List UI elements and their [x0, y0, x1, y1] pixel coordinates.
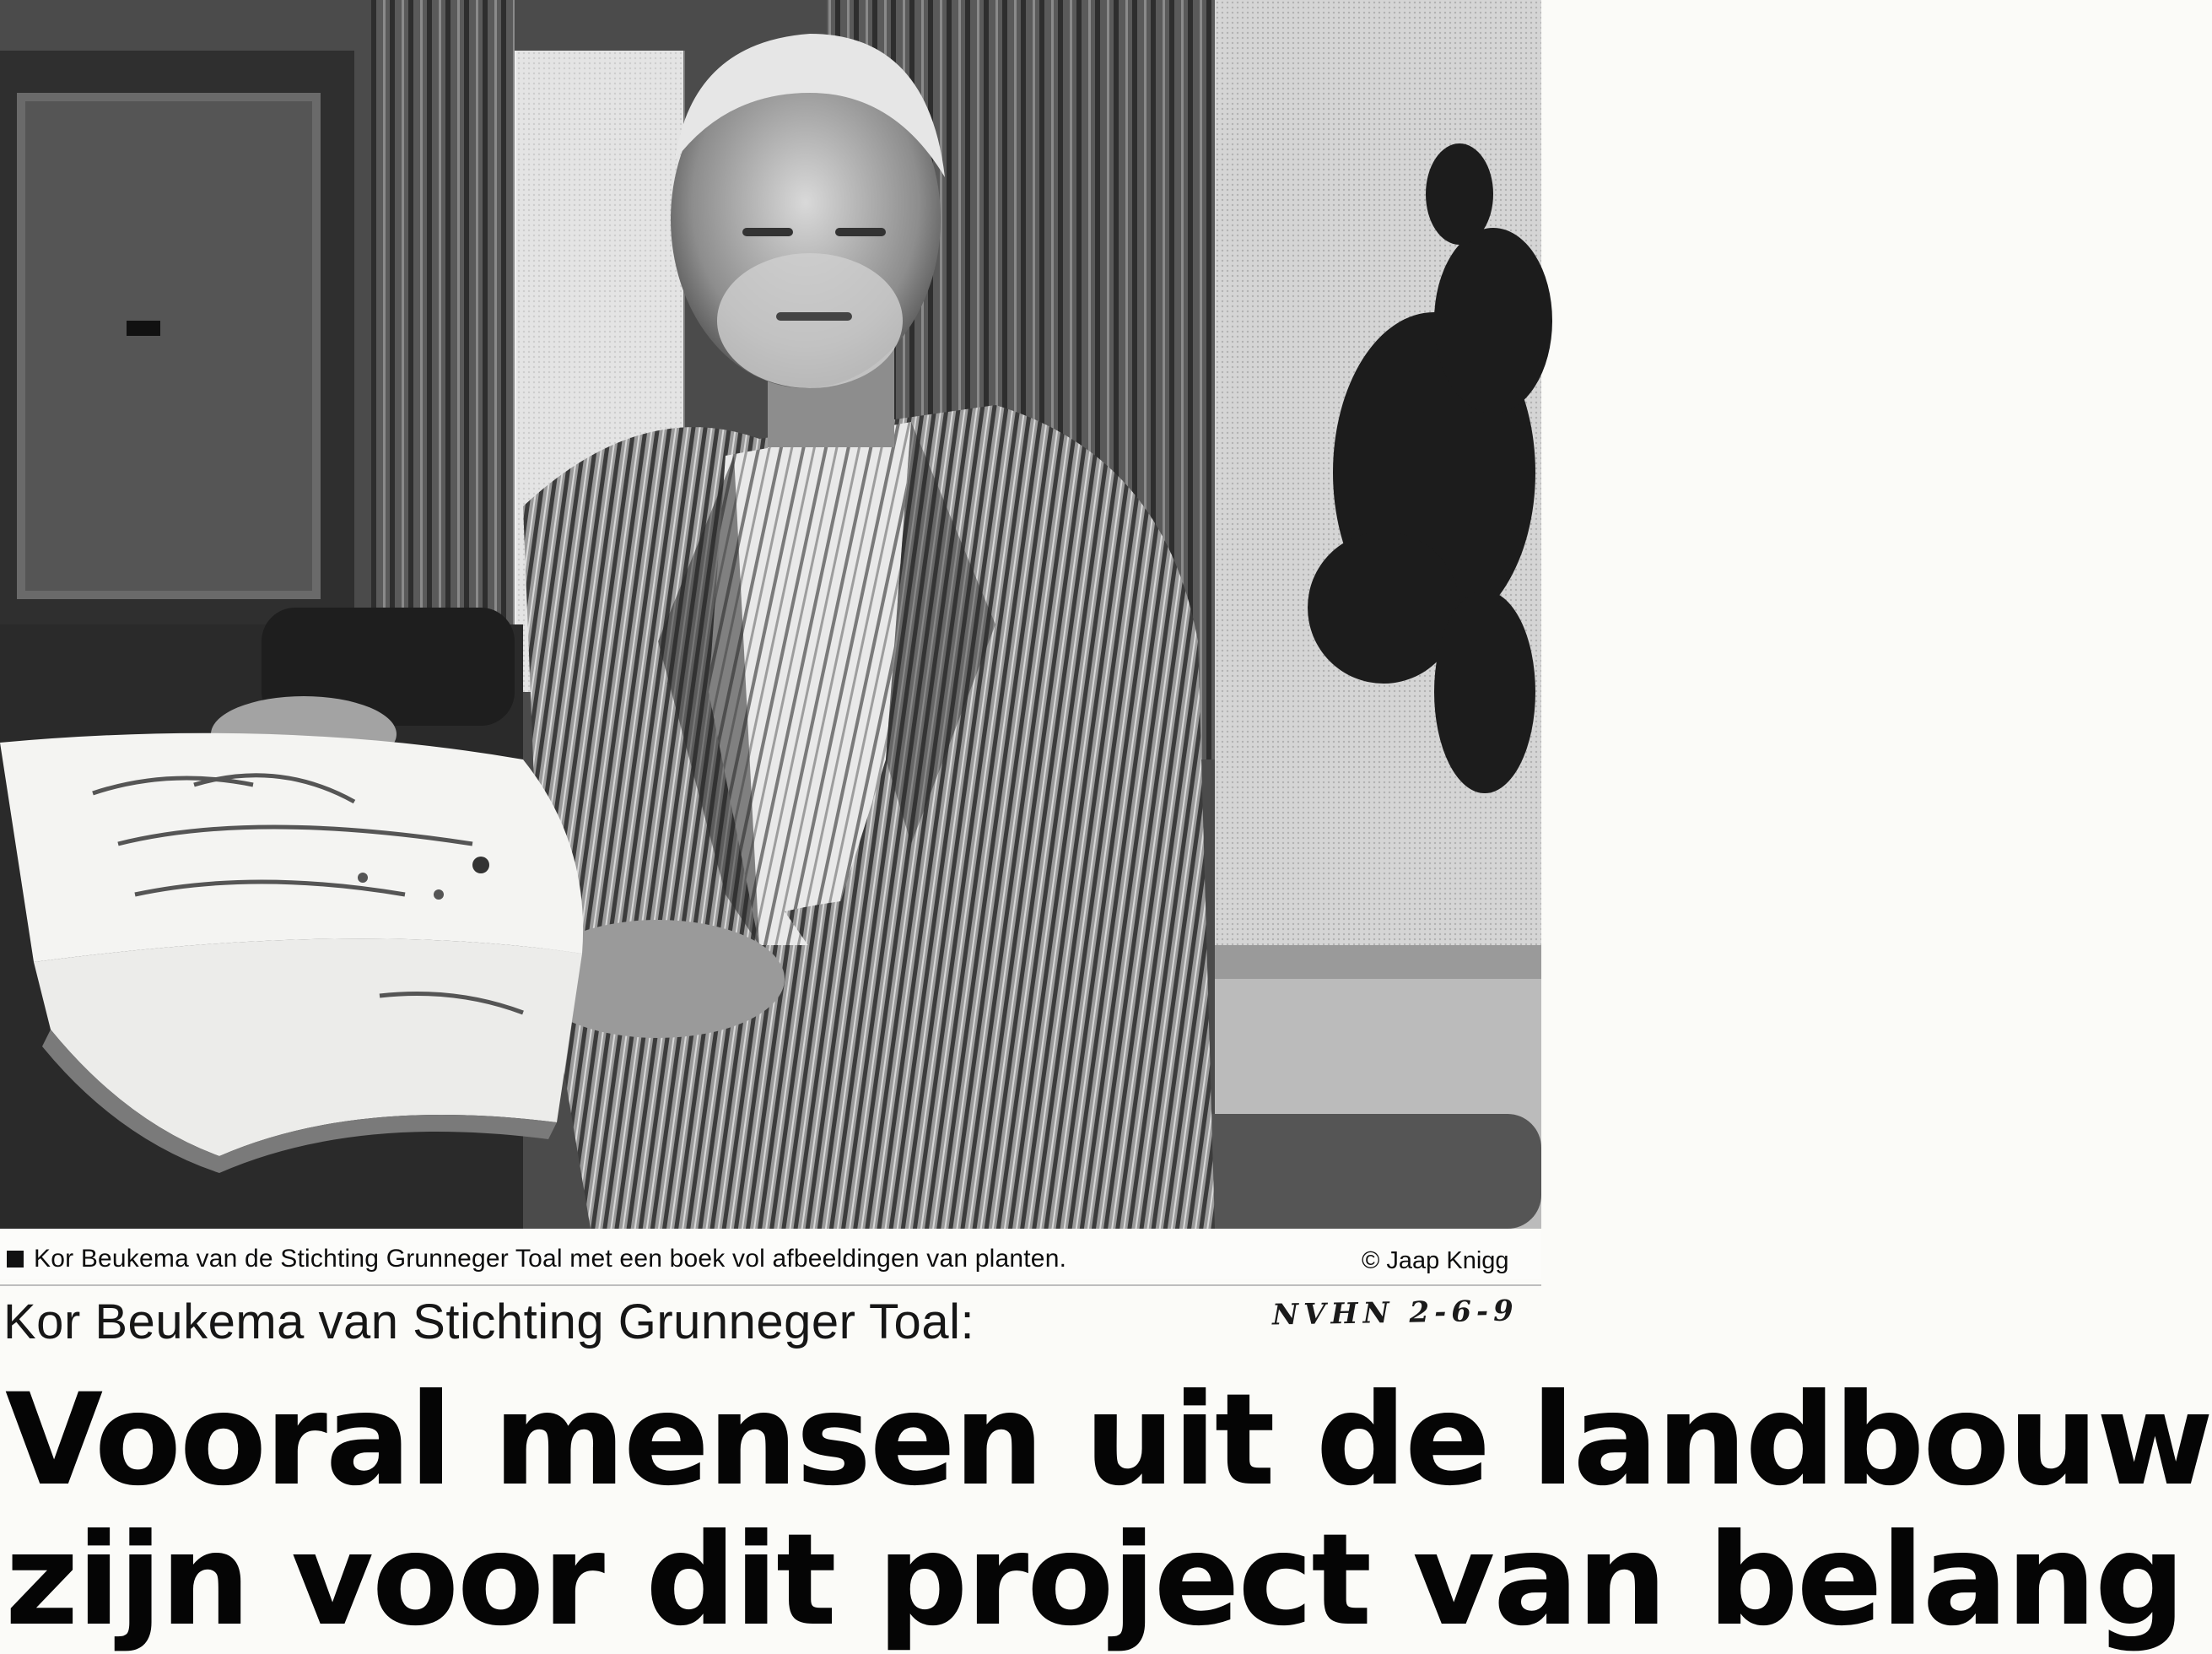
- headline-line-1: Vooral mensen uit de landbouw: [5, 1367, 2212, 1514]
- photo-credit: © Jaap Knigg: [1362, 1247, 1509, 1274]
- handwritten-source-note: NVHN 2-6-9: [1271, 1294, 1519, 1332]
- headline-line-2: zijn voor dit project van belang: [5, 1507, 2184, 1654]
- article-kicker: Kor Beukema van Stichting Grunneger Toal:: [3, 1295, 975, 1349]
- article-headline: [5, 1367, 2212, 1654]
- photo-caption: Kor Beukema van de Stichting Grunneger Toal met een boek vol afbeeldingen van planten.: [34, 1245, 1067, 1273]
- bullet-square-icon: [7, 1251, 24, 1268]
- separator-rule: [0, 1284, 1541, 1286]
